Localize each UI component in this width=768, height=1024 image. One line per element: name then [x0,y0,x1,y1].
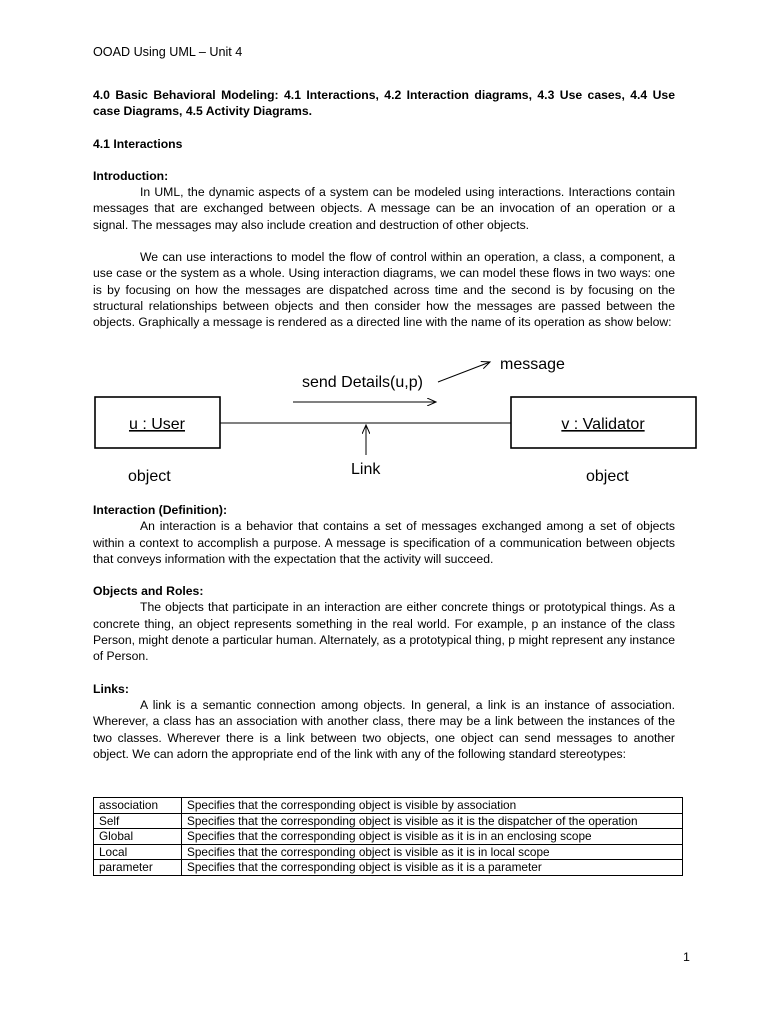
stereotypes-table [93,797,683,876]
links-heading: Links: [93,681,129,696]
page-content [93,87,675,331]
stereotype-name: association [94,798,182,814]
table-row [94,829,683,845]
objects-roles-heading: Objects and Roles: [93,584,204,599]
page-header: OOAD Using UML – Unit 4 [93,45,243,59]
introduction-heading: Introduction: [93,168,169,183]
stereotype-name: Self [94,813,182,829]
interaction-definition-paragraph: An interaction is a behavior that contains a set of messages exchanged among a set of objects within a context to accomplish a purpose. A message is specification of a communication between objects that conveys information with the expectation that the activity will succeed. [93,519,675,566]
right-object-caption: object [586,468,629,485]
stereotype-name: Global [94,829,182,845]
stereotype-description: Specifies that the corresponding object is visible by association [182,798,683,814]
page-number: 1 [683,950,690,964]
introduction-paragraph-2: We can use interactions to model the flow of control within an operation, a class, a component, a use case or the system as a whole. Using interaction diagrams, we can model these flows in two ways: one is by focusing on how the messages are dispatched across time and the second is by focusing on the structural relationships between objects and then consider how the messages are passed between the objects. Graphically a message is rendered as a directed line with the name of its operation as show below: [93,250,675,330]
stereotype-description: Specifies that the corresponding object is visible as it is a parameter [182,860,683,876]
link-caption: Link [351,461,381,478]
message-label: message [500,356,565,373]
message-pointer-arrow [438,362,490,382]
stereotype-name: Local [94,844,182,860]
document-title: 4.0 Basic Behavioral Modeling: 4.1 Interactions, 4.2 Interaction diagrams, 4.3 Use cases, 4.4 Use case Diagrams, 4.5 Activity Diagrams. [93,88,675,119]
table-row [94,813,683,829]
links-paragraph: A link is a semantic connection among objects. In general, a link is an instance of association. Wherever, a class has an association with another class, there may be a link between the instances of the two classes. Wherever there is a link between two objects, one object can send messages to another object. We can adorn the appropriate end of the link with any of the following standard stereotypes: [93,697,675,761]
send-details-label: send Details(u,p) [302,374,423,391]
table-row [94,844,683,860]
interaction-diagram [90,352,702,492]
validator-object-label: v : Validator [561,416,645,433]
interaction-definition-heading: Interaction (Definition): [93,503,228,517]
stereotype-description: Specifies that the corresponding object is visible as it is in local scope [182,844,683,860]
user-object-label: u : User [128,416,186,433]
stereotype-description: Specifies that the corresponding object is visible as it is the dispatcher of the operation [182,813,683,829]
section-heading: 4.1 Interactions [93,136,183,151]
stereotype-name: parameter [94,860,182,876]
stereotype-description: Specifies that the corresponding object is visible as it is in an enclosing scope [182,829,683,845]
table-row [94,860,683,876]
objects-roles-paragraph: The objects that participate in an interaction are either concrete things or prototypical things. As a concrete thing, an object represents something in the real world. For example, p an instance of the class Person, might denote a particular human. Alternately, as a prototypical thing, p might represent any instance of Person. [93,600,675,664]
left-object-caption: object [128,468,171,485]
table-row [94,798,683,814]
page-content-lower [93,502,675,762]
introduction-paragraph-1: In UML, the dynamic aspects of a system can be modeled using interactions. Interactions contain messages that are exchanged between objects. A message can be an invocation of an operation or a signal. The messages may also include creation and destruction of other objects. [93,185,675,232]
